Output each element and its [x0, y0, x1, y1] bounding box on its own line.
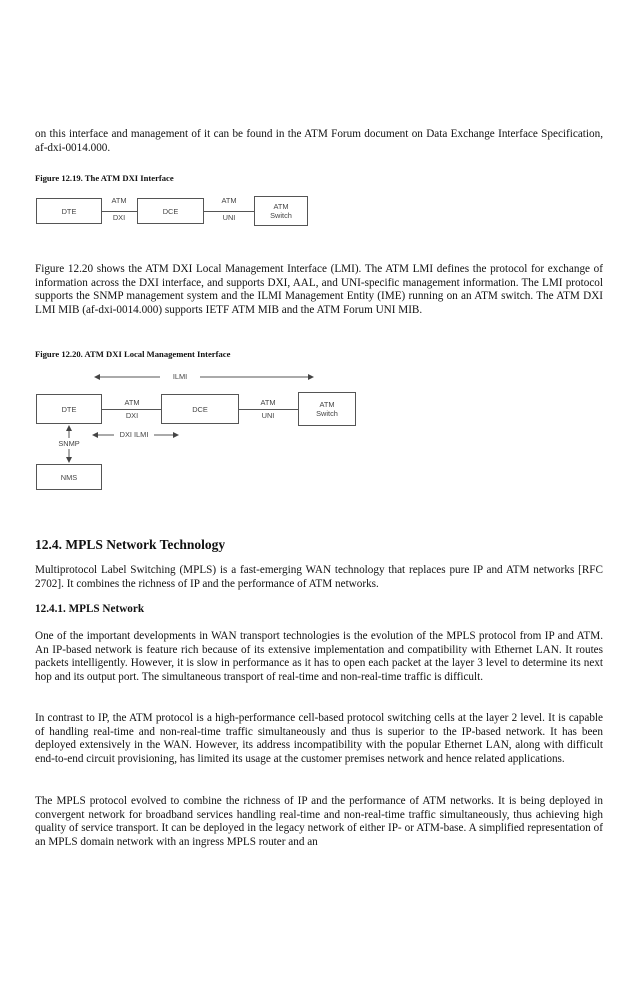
dxi-ilmi-label: DXI ILMI	[114, 430, 154, 439]
nms-box	[36, 464, 102, 490]
nms-label: NMS	[60, 472, 78, 482]
figure-20-caption: Figure 12.20. ATM DXI Local Management Interface	[35, 349, 231, 359]
atm-switch-2-label-top: ATM	[319, 400, 335, 409]
atm-switch-label-bottom: Switch	[270, 211, 292, 220]
uni-link-2	[239, 409, 298, 410]
subsection-heading: 12.4.1. MPLS Network	[35, 603, 145, 615]
dxi-link-label-top: ATM	[111, 196, 127, 205]
dce-box-2	[161, 394, 239, 424]
atm-paragraph: In contrast to IP, the ATM protocol is a high-performance cell-based protocol switching cells at the layer 2 level. It is capable of handling real-time and non-real-time traffic simultaneously and thus is superior to the IP-based network. It has been deployed extensively in the WAN. However, its address incompatibility with the popular Ethernet LAN, along with difficult end-to-end circuit provisioning, has limited its usage at the customer premises network and hence related applications.	[35, 712, 603, 765]
uni-link-2-label-bottom: UNI	[261, 411, 275, 420]
figure-19-caption: Figure 12.19. The ATM DXI Interface	[35, 173, 174, 183]
mpls-paragraph: The MPLS protocol evolved to combine the richness of IP and the performance of ATM networks. It is being deployed in convergent network for broadband services handling real-time and non-real-time traffic simultaneously, thus achieving high quality of service transport. It can be deployed in the legacy network of either IP- or ATM-base. A simplified representation of an MPLS domain network with an ingress MPLS router and an	[35, 795, 603, 848]
atm-switch-box-2	[298, 392, 356, 426]
dce-label: DCE	[162, 206, 179, 216]
dce-label-2: DCE	[192, 404, 208, 414]
uni-link-label-bottom: UNI	[222, 213, 236, 222]
snmp-label: SNMP	[49, 439, 89, 448]
lmi-paragraph: Figure 12.20 shows the ATM DXI Local Management Interface (LMI). The ATM LMI defines the protocol for exchange of information across the DXI interface, and supports DXI, AAL, and UNI-specific management information. The LMI protocol supports the SNMP management system and the ILMI Management Entity (IME) running on an ATM switch. The ATM DXI LMI MIB (af-dxi-0014.000) supports IETF ATM MIB and the ATM Forum UNI MIB.	[35, 263, 603, 316]
dte-box-2	[36, 394, 102, 424]
mpls-intro-paragraph: Multiprotocol Label Switching (MPLS) is a fast-emerging WAN technology that replaces pure IP and ATM networks [RFC 2702]. It combines the richness of IP and the performance of ATM networks.	[35, 564, 603, 590]
dxi-link-label-bottom: DXI	[112, 213, 126, 222]
ilmi-label: ILMI	[160, 372, 200, 381]
uni-link-label-top: ATM	[221, 196, 237, 205]
uni-link-2-label-top: ATM	[260, 398, 276, 407]
intro-paragraph: on this interface and management of it can be found in the ATM Forum document on Data Exchange Interface Specification, af-dxi-0014.000.	[35, 128, 603, 154]
ip-paragraph: One of the important developments in WAN transport technologies is the evolution of the MPLS protocol from IP and ATM. An IP-based network is feature rich because of its extensive implementation and compatibility with Ethernet LAN. It routes packets intelligently. However, it is slow in performance as it has to open each packet at the layer 3 level to determine its next hop and its output port. The simultaneous transport of real-time and non-real-time traffic is difficult.	[35, 630, 603, 683]
dte-label: DTE	[61, 206, 77, 216]
section-heading: 12.4. MPLS Network Technology	[35, 537, 226, 552]
atm-switch-label-top: ATM	[273, 202, 289, 211]
atm-switch-2-label-bottom: Switch	[316, 409, 338, 418]
dte-label-2: DTE	[61, 404, 77, 414]
dxi-link-2	[102, 409, 161, 410]
dxi-link-2-label-top: ATM	[124, 398, 140, 407]
dxi-link-2-label-bottom: DXI	[125, 411, 139, 420]
